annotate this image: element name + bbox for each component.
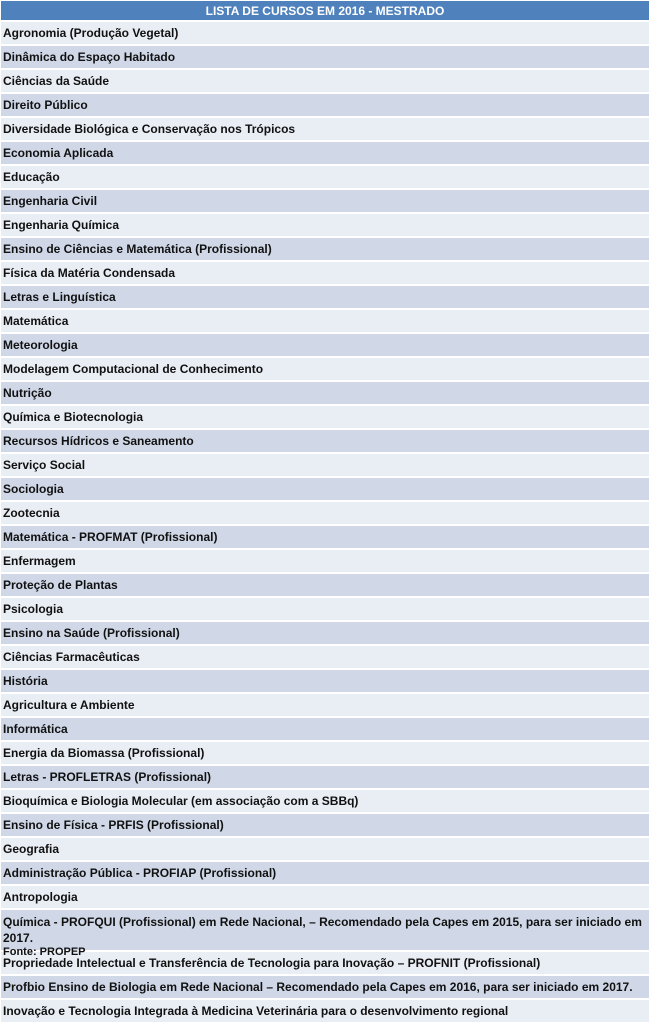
source-note: Fonte: PROPEP	[3, 946, 86, 958]
table-row	[1, 813, 649, 837]
table-header: LISTA DE CURSOS EM 2016 - MESTRADO	[1, 1, 649, 21]
course-name-cell: Antropologia	[1, 885, 649, 909]
table-row	[1, 237, 649, 261]
course-name-cell: Psicologia	[1, 597, 649, 621]
course-name-cell: Dinâmica do Espaço Habitado	[1, 45, 649, 69]
course-name-cell: Engenharia Civil	[1, 189, 649, 213]
course-name-cell: Química e Biotecnologia	[1, 405, 649, 429]
table-row	[1, 357, 649, 381]
table-row	[1, 117, 649, 141]
table-row	[1, 975, 649, 999]
course-name-cell: Direito Público	[1, 93, 649, 117]
table-row	[1, 525, 649, 549]
courses-table-body	[1, 21, 649, 1023]
course-name-cell: História	[1, 669, 649, 693]
course-name-cell: Ensino de Física - PRFIS (Profissional)	[1, 813, 649, 837]
course-name-cell: Matemática - PROFMAT (Profissional)	[1, 525, 649, 549]
table-row	[1, 477, 649, 501]
course-name-cell: Letras e Linguística	[1, 285, 649, 309]
table-row	[1, 885, 649, 909]
course-name-cell: Proteção de Plantas	[1, 573, 649, 597]
course-name-cell: Matemática	[1, 309, 649, 333]
course-name-cell: Educação	[1, 165, 649, 189]
table-row	[1, 951, 649, 975]
table-row	[1, 597, 649, 621]
course-name-cell: Agronomia (Produção Vegetal)	[1, 21, 649, 45]
table-row	[1, 213, 649, 237]
table-row	[1, 453, 649, 477]
course-name-cell: Inovação e Tecnologia Integrada à Medicina Veterinária para o desenvolvimento regional	[1, 999, 649, 1023]
table-row	[1, 837, 649, 861]
table-row	[1, 999, 649, 1023]
course-name-cell: Engenharia Química	[1, 213, 649, 237]
table-row	[1, 165, 649, 189]
table-row	[1, 93, 649, 117]
course-name-cell: Geografia	[1, 837, 649, 861]
course-name-cell: Letras - PROFLETRAS (Profissional)	[1, 765, 649, 789]
table-row	[1, 669, 649, 693]
course-name-cell: Nutrição	[1, 381, 649, 405]
course-name-cell: Bioquímica e Biologia Molecular (em associação com a SBBq)	[1, 789, 649, 813]
course-name-cell: Informática	[1, 717, 649, 741]
course-name-cell: Química - PROFQUI (Profissional) em Rede Nacional, – Recomendado pela Capes em 2015, para ser iniciado em 2017.	[1, 909, 649, 951]
course-name-cell: Energia da Biomassa (Profissional)	[1, 741, 649, 765]
course-name-cell: Enfermagem	[1, 549, 649, 573]
table-row	[1, 621, 649, 645]
course-name-cell: Propriedade Intelectual e Transferência de Tecnologia para Inovação – PROFNIT (Profissional)	[1, 951, 649, 975]
course-name-cell: Modelagem Computacional de Conhecimento	[1, 357, 649, 381]
course-name-cell: Economia Aplicada	[1, 141, 649, 165]
course-name-cell: Ciências da Saúde	[1, 69, 649, 93]
table-row	[1, 861, 649, 885]
table-row	[1, 693, 649, 717]
course-name-cell: Administração Pública - PROFIAP (Profissional)	[1, 861, 649, 885]
course-name-cell: Agricultura e Ambiente	[1, 693, 649, 717]
course-name-cell: Física da Matéria Condensada	[1, 261, 649, 285]
table-row	[1, 501, 649, 525]
courses-table	[1, 1, 649, 1024]
table-row	[1, 645, 649, 669]
course-name-cell: Sociologia	[1, 477, 649, 501]
course-name-cell: Ensino na Saúde (Profissional)	[1, 621, 649, 645]
table-row	[1, 429, 649, 453]
table-row	[1, 717, 649, 741]
table-row	[1, 741, 649, 765]
course-name-cell: Serviço Social	[1, 453, 649, 477]
table-row	[1, 573, 649, 597]
table-row	[1, 309, 649, 333]
table-row	[1, 549, 649, 573]
table-row	[1, 21, 649, 45]
course-name-cell: Ciências Farmacêuticas	[1, 645, 649, 669]
course-name-cell: Meteorologia	[1, 333, 649, 357]
table-row	[1, 69, 649, 93]
course-name-cell: Profbio Ensino de Biologia em Rede Nacional – Recomendado pela Capes em 2016, para ser iniciado em 2017.	[1, 975, 649, 999]
table-row	[1, 45, 649, 69]
table-row	[1, 909, 649, 951]
table-row	[1, 261, 649, 285]
course-name-cell: Diversidade Biológica e Conservação nos Trópicos	[1, 117, 649, 141]
table-row	[1, 789, 649, 813]
table-row	[1, 189, 649, 213]
table-row	[1, 141, 649, 165]
table-row	[1, 405, 649, 429]
table-row	[1, 381, 649, 405]
course-name-cell: Ensino de Ciências e Matemática (Profissional)	[1, 237, 649, 261]
table-header-row	[1, 1, 649, 21]
table-row	[1, 765, 649, 789]
course-name-cell: Recursos Hídricos e Saneamento	[1, 429, 649, 453]
table-row	[1, 285, 649, 309]
table-row	[1, 333, 649, 357]
course-name-cell: Zootecnia	[1, 501, 649, 525]
